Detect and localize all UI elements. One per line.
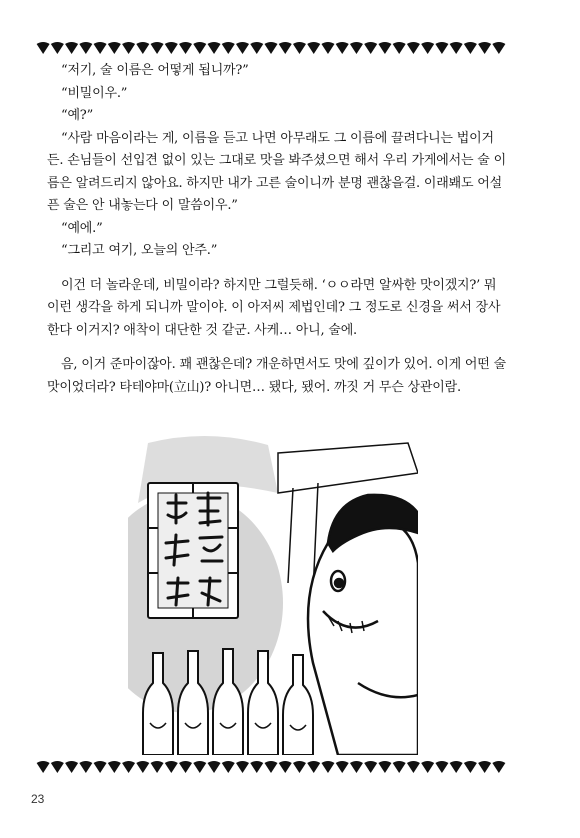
fan-ornament [279, 42, 292, 54]
fan-ornament [421, 42, 434, 54]
fan-ornament [250, 761, 263, 773]
fan-ornament [208, 761, 221, 773]
fan-ornament [165, 42, 178, 54]
fan-ornament [236, 42, 249, 54]
paragraph: “예에.” [61, 220, 103, 236]
fan-ornament [179, 761, 192, 773]
fan-ornament [37, 42, 50, 54]
fan-ornament [321, 42, 334, 54]
fan-ornament [421, 761, 434, 773]
fan-ornament [478, 42, 491, 54]
paragraph: “그리고 여기, 오늘의 안주.” [61, 243, 218, 258]
fan-ornament [51, 42, 64, 54]
fan-ornament [136, 761, 149, 773]
fan-ornament [108, 42, 121, 54]
paragraph-gap [47, 342, 509, 354]
fan-ornament [79, 42, 92, 54]
fan-ornament [151, 761, 164, 773]
fan-ornament [193, 42, 206, 54]
fan-ornament [364, 761, 377, 773]
decorative-border-top [36, 41, 506, 55]
fan-ornament [364, 42, 377, 54]
fan-ornament [179, 42, 192, 54]
fan-ornament [94, 761, 107, 773]
fan-ornament [65, 761, 78, 773]
fan-ornament [193, 761, 206, 773]
fan-ornament [378, 42, 391, 54]
fan-ornament [407, 761, 420, 773]
fan-ornament [94, 42, 107, 54]
fan-ornament [336, 42, 349, 54]
fan-ornament [293, 761, 306, 773]
fan-ornament [450, 42, 463, 54]
fan-ornament [464, 761, 477, 773]
paragraph: 이건 더 놀라운데, 비밀이라? 하지만 그럴듯해. ‘ㅇㅇ라면 알싸한 맛이겠지?’ 뭐 이런 생각을 하게 되니까 말이야. 이 아저씨 제법인데? 그 정도로 신경을 써서 장사한다 이거지? 애착이 대단한 것 같군. 사케… 아니, 술에. [47, 277, 501, 338]
decorative-border-bottom [36, 760, 506, 774]
fan-ornament [165, 761, 178, 773]
fan-ornament [407, 42, 420, 54]
fan-ornament [250, 42, 263, 54]
fan-ornament [136, 42, 149, 54]
paragraph-gap [47, 263, 509, 275]
fan-ornament [464, 42, 477, 54]
fan-ornament [350, 761, 363, 773]
fan-ornament [265, 761, 278, 773]
fan-ornament [478, 761, 491, 773]
fan-ornament [378, 761, 391, 773]
fan-ornament [51, 761, 64, 773]
fan-ornament [450, 761, 463, 773]
fan-ornament [293, 42, 306, 54]
fan-ornament [279, 761, 292, 773]
fan-ornament [307, 42, 320, 54]
body-text [47, 60, 509, 399]
fan-ornament [151, 42, 164, 54]
fan-ornament [122, 761, 135, 773]
fan-ornament [65, 42, 78, 54]
fan-ornament [122, 42, 135, 54]
fan-ornament [350, 42, 363, 54]
fan-ornament [236, 761, 249, 773]
fan-ornament [336, 761, 349, 773]
manga-illustration [128, 433, 418, 755]
fan-ornament [435, 761, 448, 773]
fan-ornament [492, 42, 505, 54]
paragraph: “비밀이우.” [61, 85, 128, 101]
fan-ornament [492, 761, 505, 773]
fan-ornament [37, 761, 50, 773]
fan-ornament [265, 42, 278, 54]
fan-ornament [393, 42, 406, 54]
fan-ornament [222, 761, 235, 773]
paragraph: 음, 이거 준마이잖아. 꽤 괜찮은데? 개운하면서도 맛에 깊이가 있어. 이게 어떤 술 맛이었더라? 타테야마(立山)? 아니면… 됐다, 됐어. 까짓 거 무슨 상관이람. [47, 357, 506, 395]
page-number: 23 [31, 792, 45, 806]
fan-ornament [108, 761, 121, 773]
paragraph: “사람 마음이라는 게, 이름을 듣고 나면 아무래도 그 이름에 끌려다니는 법이거든. 손님들이 선입견 없이 있는 그대로 맛을 봐주셨으면 해서 우리 가게에서는 술 이름은 알려드리지 않아요. 하지만 내가 고른 술이니까 분명 괜찮을걸. 이래봬도 어설픈 술은 안 내놓는다 이 말씀이우.” [47, 130, 506, 213]
fan-ornament [79, 761, 92, 773]
sake-sign [148, 483, 238, 618]
fan-ornament [208, 42, 221, 54]
fan-ornament [393, 761, 406, 773]
paragraph: “저기, 술 이름은 어떻게 됩니까?” [61, 63, 249, 78]
fan-ornament [435, 42, 448, 54]
fan-ornament [321, 761, 334, 773]
fan-ornament [307, 761, 320, 773]
paragraph: “예?” [61, 108, 94, 123]
fan-ornament [222, 42, 235, 54]
